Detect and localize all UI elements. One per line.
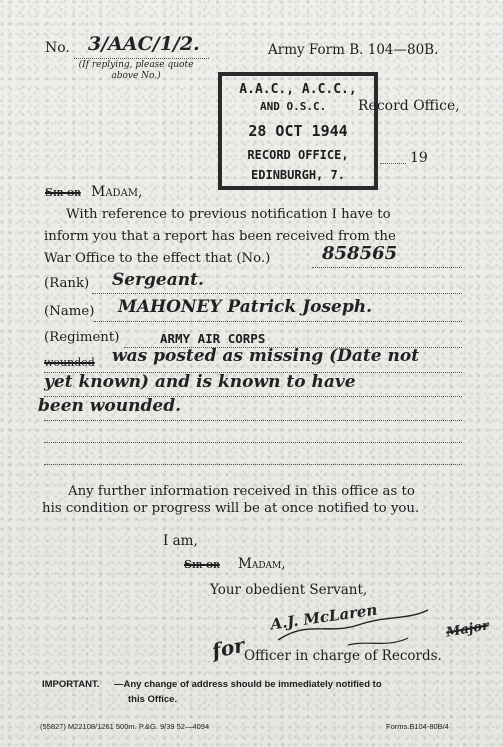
number-label: No.	[45, 40, 70, 56]
further-line-2: his condition or progress will be at once notified to you.	[42, 501, 420, 516]
body-field-line-3	[44, 420, 462, 421]
year-suffix: 19	[410, 150, 428, 166]
salutation-madam: Madam,	[91, 184, 143, 200]
further-line-1: Any further information received in this office as to	[68, 484, 415, 499]
stamp-line-1: A.A.C., A.C.C.,	[239, 82, 357, 97]
body-field-line-4	[44, 442, 462, 443]
signature: A.J. McLaren	[269, 600, 379, 634]
stamp-line-2: AND O.S.C.	[260, 100, 327, 113]
name-field-line	[94, 321, 462, 322]
salutation-struck: Sir or	[45, 186, 81, 199]
name-label: (Name)	[44, 304, 95, 319]
number-field-line	[312, 267, 462, 268]
important-text: —Any change of address should be immediately notified to	[114, 679, 382, 690]
stamp-line-3: RECORD OFFICE,	[247, 148, 349, 162]
body-line-1: With reference to previous notification I have to	[66, 207, 391, 222]
handwritten-line-2: yet known) and is known to have	[44, 372, 356, 392]
number-value: 3/AAC/1/2.	[88, 33, 200, 55]
closing-i-am: I am,	[163, 533, 198, 549]
rank-label: (Rank)	[44, 276, 90, 291]
body-field-line-5	[44, 464, 462, 465]
important-text-2: this Office.	[128, 694, 178, 705]
closing-struck: Sir or	[184, 558, 220, 571]
stamp-date: 28 OCT 1944	[248, 122, 348, 140]
rank-field-line	[92, 293, 462, 294]
record-office-stamp	[218, 72, 378, 190]
important-label: IMPORTANT.	[42, 679, 100, 690]
handwritten-line-3: been wounded.	[38, 396, 181, 416]
name-value: MAHONEY Patrick Joseph.	[118, 297, 373, 317]
rank-value: Sergeant.	[112, 270, 204, 290]
record-office-text: Record Office,	[358, 98, 460, 114]
body-line-2: inform you that a report has been received from the	[44, 229, 396, 244]
body-line-3: War Office to the effect that (No.)	[44, 251, 271, 266]
regiment-value: ARMY AIR CORPS	[160, 331, 266, 346]
print-reference: (55827) M22108/1261 500m. P.&G. 9/39 52—4094	[40, 722, 210, 731]
form-code: Forms.B104-80B/4	[386, 722, 449, 731]
handwritten-line-1: was posted as missing (Date not	[112, 346, 420, 366]
closing-servant: Your obedient Servant,	[210, 582, 368, 598]
service-number: 858565	[322, 243, 398, 264]
number-underline	[74, 58, 209, 59]
regiment-label: (Regiment)	[44, 330, 120, 345]
closing-for: for	[209, 632, 247, 664]
stamp-line-4: EDINBURGH, 7.	[251, 168, 345, 182]
closing-madam: Madam,	[238, 556, 286, 572]
officer-title: Officer in charge of Records.	[244, 648, 442, 664]
year-underline	[380, 163, 406, 164]
struck-wounded: wounded	[44, 356, 95, 369]
reply-note: (If replying, please quote above No.)	[78, 60, 194, 81]
major-title: Major	[445, 618, 491, 641]
form-reference: Army Form B. 104—80B.	[268, 42, 439, 58]
